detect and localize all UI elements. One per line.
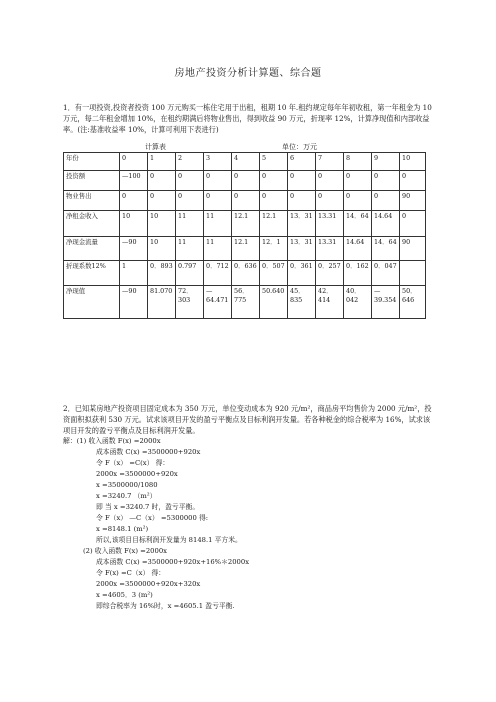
table-cell: 2 — [176, 153, 204, 171]
table-cell: 0 — [316, 171, 344, 191]
table-cell: 10 — [148, 211, 176, 237]
table-cell: 0．712 — [204, 261, 232, 286]
table-cell: 0 — [176, 171, 204, 191]
solution-line: 令 F（x） =C(x） 得： — [96, 459, 170, 467]
cash-flow-table — [63, 152, 426, 319]
table-row — [64, 211, 426, 237]
table-cell: —90 — [120, 237, 148, 261]
solution-line: 即 当 x =3240.7 时，盈亏平衡。 — [96, 503, 200, 511]
table-cell: 45．835 — [288, 286, 316, 319]
table-cell: 12.1 — [260, 211, 288, 237]
table-cell: 12.1 — [232, 211, 260, 237]
table-cell: 0 — [260, 171, 288, 191]
table-row — [64, 286, 426, 319]
table-cell: 0 — [344, 191, 372, 211]
table-cell: —39.354 — [372, 286, 400, 319]
table-row — [64, 261, 426, 286]
table-cell: 折现系数12% — [64, 261, 120, 286]
table-cell: 0．361 — [288, 261, 316, 286]
table-cell: 10 — [120, 211, 148, 237]
table-cell: 50.640 — [260, 286, 288, 319]
table-cell: 12.1 — [232, 237, 260, 261]
table-cell: 4 — [232, 153, 260, 171]
table-cell: 3 — [204, 153, 232, 171]
table-cell: 0．636 — [232, 261, 260, 286]
table-cell: 10 — [148, 237, 176, 261]
table-cell: 0 — [400, 171, 426, 191]
table-cell: —100 — [120, 171, 148, 191]
table-cell: 0 — [148, 171, 176, 191]
solution-line: x =8148.1 (m²) — [96, 525, 149, 533]
table-cell: 0 — [288, 171, 316, 191]
table-row — [64, 237, 426, 261]
table-cell: 0 — [400, 211, 426, 237]
table-cell: 0 — [204, 191, 232, 211]
table-cell: 0.797 — [176, 261, 204, 286]
table-cell: 5 — [260, 153, 288, 171]
table-cell: 6 — [288, 153, 316, 171]
table-cell: 14．64 — [372, 237, 400, 261]
table-cell: 年份 — [64, 153, 120, 171]
solution-line: 所以,该项目目标利润开发量为 8148.1 平方米。 — [96, 536, 242, 544]
table-cell: 0．047 — [372, 261, 400, 286]
solution-line: 令 F(x) =C（x） 得： — [96, 569, 166, 577]
table-row — [64, 171, 426, 191]
table-cell: 11 — [204, 211, 232, 237]
table-cell: 0．507 — [260, 261, 288, 286]
table-cell: 14.64 — [344, 237, 372, 261]
table-cell: 1 — [120, 261, 148, 286]
table-cell — [400, 261, 426, 286]
solution-line: 2000x =3500000+920x — [96, 470, 178, 478]
table-cell: 0 — [176, 191, 204, 211]
table-cell: 13.31 — [316, 237, 344, 261]
table-cell: 净现金流量 — [64, 237, 120, 261]
table-cell: 0 — [344, 171, 372, 191]
table-cell: 0 — [204, 171, 232, 191]
table-cell: 投资额 — [64, 171, 120, 191]
solution-line: 解：(1) 收入函数 F(x) =2000x — [63, 437, 161, 445]
table-cell: 40．042 — [344, 286, 372, 319]
table-cell: 0 — [232, 171, 260, 191]
table-cell: 14.64 — [372, 211, 400, 237]
table-cell: 0 — [372, 191, 400, 211]
table-cell: 0 — [232, 191, 260, 211]
table-cell: 0 — [316, 191, 344, 211]
table-cell: 72．303 — [176, 286, 204, 319]
table-cell: 90 — [400, 237, 426, 261]
solution-line: 成本函数 C(x) =3500000+920x+16%＊2000x — [96, 558, 250, 566]
table-cell: 净现值 — [64, 286, 120, 319]
table-cell: 10 — [400, 153, 426, 171]
table-cell: 11 — [176, 237, 204, 261]
table-cell: 0 — [120, 191, 148, 211]
table-cell: 13．31 — [288, 211, 316, 237]
table-cell: 11 — [204, 237, 232, 261]
solution-line: 令 F（x） —C（x） =5300000 得: — [96, 514, 209, 522]
table-cell: 物业售出 — [64, 191, 120, 211]
solution-line: 成本函数 C(x) =3500000+920x — [96, 448, 201, 456]
table-cell: 13.31 — [316, 211, 344, 237]
table-cell: 81.070 — [148, 286, 176, 319]
table-caption: 计算表 — [145, 143, 166, 151]
table-cell: 0 — [148, 191, 176, 211]
table-cell: 9 — [372, 153, 400, 171]
table-cell: 11 — [176, 211, 204, 237]
solution-line: x =4605．3 (m²) — [96, 591, 153, 599]
table-cell: 0．162 — [344, 261, 372, 286]
document-title: 房地产投资分析计算题、综合题 — [174, 68, 322, 79]
table-cell: 0 — [372, 171, 400, 191]
table-cell: 56．775 — [232, 286, 260, 319]
table-cell: 净租金收入 — [64, 211, 120, 237]
solution-line: 2000x =3500000+920x+320x — [96, 580, 201, 588]
solution-block — [63, 436, 443, 612]
table-row — [64, 191, 426, 211]
table-cell: 7 — [316, 153, 344, 171]
table-cell: 14．64 — [344, 211, 372, 237]
table-cell: 42．414 — [316, 286, 344, 319]
solution-line: x =3500000/1080 — [96, 481, 158, 489]
question-2-text: 2．已知某房地产投资项目固定成本为 350 万元，单位变动成本为 920 元/m²，商品房平均售价为 2000 元/m²，投资面积拟获利 530 万元。试求该项目开发的盈亏平衡点及目标利润开发量。若各种税金的综合税率为 16%，试求该项目开发的盈亏平衡点及目标利润开发量。 — [63, 404, 432, 435]
table-cell: —64.471 — [204, 286, 232, 319]
table-cell: 0．893 — [148, 261, 176, 286]
table-cell: 13．31 — [288, 237, 316, 261]
table-header-row — [64, 153, 426, 171]
solution-line: 即综合税率为 16%时，x =4605.1 盈亏平衡. — [96, 602, 235, 610]
question-1-text: 1．有一项投资,投资者投资 100 万元购买一栋住宅用于出租，租期 10 年.租约规定每年年初收租，第一年租金为 10 万元，每二年租金增加 10%，在租约期满后将物业售出，得到收益 90 万元，折现率 12%，计算净现值和内部收益率。(注:基准收益率 10%，计算可利用下表进行) — [63, 103, 432, 134]
table-cell: 1 — [148, 153, 176, 171]
table-cell: 8 — [344, 153, 372, 171]
table-cell: —90 — [120, 286, 148, 319]
table-cell: 90 — [400, 191, 426, 211]
table-cell: 0 — [260, 191, 288, 211]
table-cell: 0 — [288, 191, 316, 211]
table-unit: 单位：万元 — [282, 143, 317, 151]
table-cell: 0 — [120, 153, 148, 171]
table-cell: 12．1 — [260, 237, 288, 261]
solution-line: (2) 收入函数 F(x) =2000x — [83, 547, 167, 555]
table-cell: 50．646 — [400, 286, 426, 319]
solution-line: x =3240.7 （m²） — [96, 492, 157, 500]
table-cell: 0．257 — [316, 261, 344, 286]
